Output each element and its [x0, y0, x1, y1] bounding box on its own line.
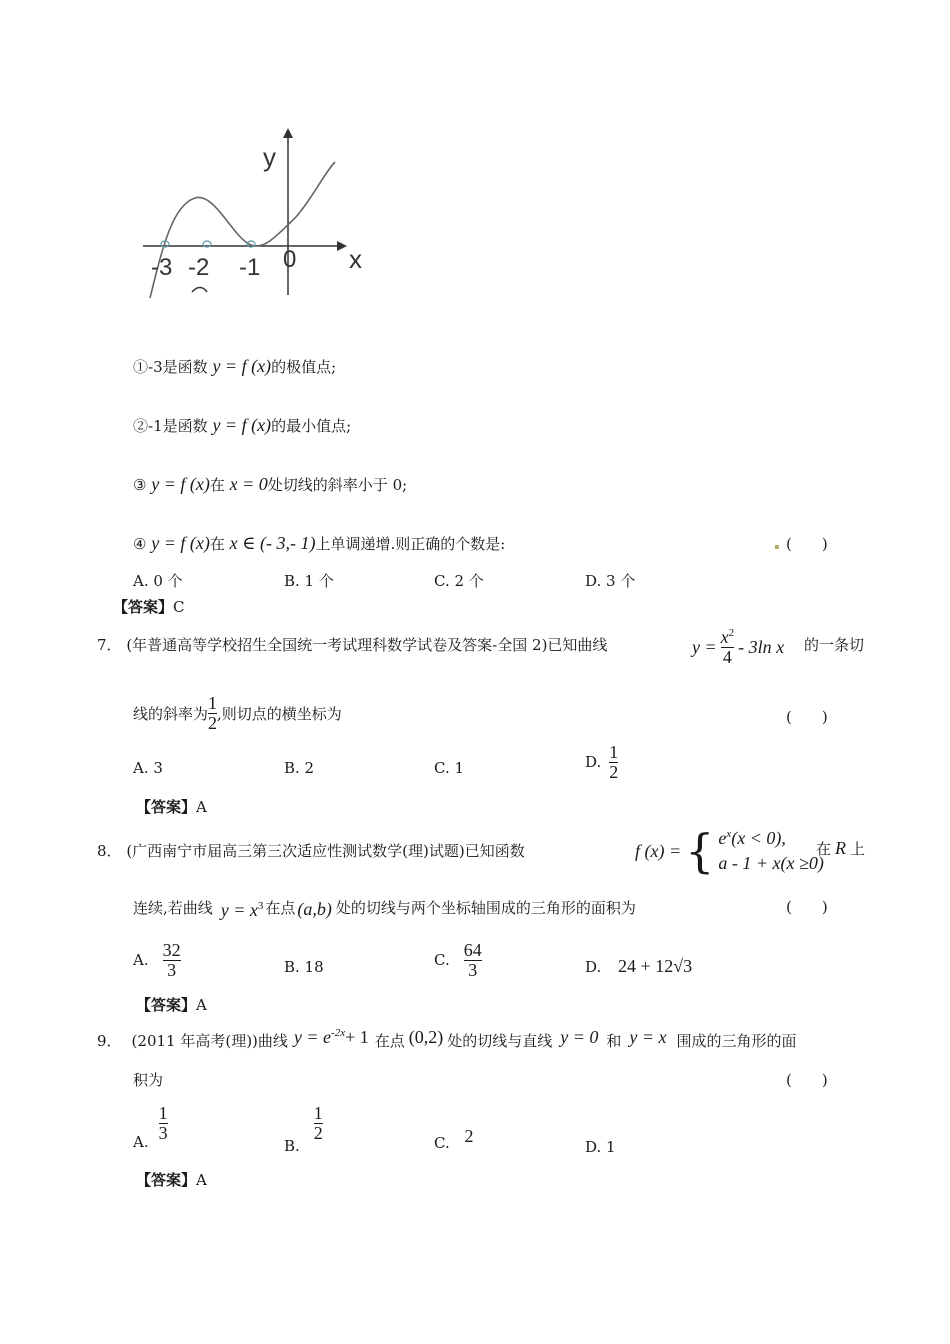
point-expr: (0,2) [408, 1027, 444, 1047]
x-axis-label: x [349, 244, 362, 274]
question-text: 在点 [265, 899, 296, 917]
fraction-numerator: 1 [609, 742, 619, 762]
q7-option-c: C. 1 [434, 759, 465, 777]
superscript: 2 [728, 627, 735, 639]
set-symbol: R [835, 838, 847, 858]
expr-part: e [718, 828, 727, 848]
question-text: 和 [606, 1032, 622, 1050]
y-axis-arrow-icon [283, 128, 293, 138]
option-value: 2 [464, 1126, 474, 1146]
superscript: x [726, 828, 732, 840]
fraction [314, 1104, 323, 1143]
option-label: D. [585, 753, 602, 772]
fraction-denominator: 2 [313, 1122, 323, 1143]
statement-text: 是函数 [162, 358, 208, 376]
statement-text: 的极值点; [271, 358, 337, 376]
statement-text: 在 [209, 535, 225, 553]
answer-label: 【答案】 [113, 598, 174, 616]
fraction [721, 628, 735, 667]
question-text: 线的斜率为 [133, 704, 209, 723]
q9-option-d: D. 1 [585, 1138, 616, 1156]
y-axis-label: y [263, 142, 276, 172]
q9-option-c [434, 1126, 474, 1153]
question-source: (年普通高等学校招生全国统一考试理科数学试卷及答案-全国 2)已知曲线 [126, 636, 608, 654]
fraction-numerator: 1 [208, 693, 218, 713]
function-expr: y = f (x) [151, 533, 210, 553]
q6-answer [113, 596, 185, 617]
q8-option-d [585, 956, 692, 977]
option-value: 24 + 12√3 [618, 956, 693, 976]
option-label: A. [133, 951, 149, 970]
statement-text: 在 [209, 476, 225, 494]
q6-statement-2 [133, 415, 351, 436]
q7-option-a: A. 3 [133, 759, 163, 777]
piecewise-cases [718, 826, 824, 876]
answer-value: C [173, 598, 185, 616]
q6-option-a: A. 0 个 [133, 572, 183, 590]
question-text: 处的切线与两个坐标轴围成的三角形的面积为 [335, 899, 636, 917]
expr-part: f (x) = [635, 840, 682, 861]
q7-answer-paren: ( ) [786, 708, 828, 726]
expr-part: x [720, 627, 729, 647]
expr-part: - 3ln x [738, 636, 785, 657]
expr-part: y = e [293, 1027, 332, 1047]
fraction-numerator: 32 [162, 940, 181, 960]
line-expr: y = 0 [560, 1027, 599, 1047]
circle-number: ③ [133, 476, 147, 494]
function-expr: y = f (x) [212, 356, 272, 376]
q9-stem [97, 1027, 797, 1051]
q8-piecewise-function [635, 824, 824, 879]
q6-option-b: B. 1 个 [284, 572, 334, 590]
superscript: 3 [257, 900, 264, 912]
option-label: A. [133, 1132, 149, 1151]
answer-label: 【答案】 [136, 1171, 197, 1189]
q8-option-b: B. 18 [284, 958, 324, 976]
condition-expr: x ∈ (- 3,- 1) [229, 533, 316, 553]
derivative-graph-figure [135, 120, 375, 305]
question-number: 9． [97, 1032, 122, 1050]
answer-value: A [196, 996, 207, 1014]
point-expr: (a,b) [297, 899, 332, 919]
question-source: (2011 年高考(理))曲线 [131, 1032, 288, 1050]
q8-stem [97, 840, 525, 861]
q8-option-a [133, 941, 181, 980]
q7-answer [136, 796, 207, 817]
statement-text: 上单调递增.则正确的个数是: [315, 535, 506, 553]
brace-icon: { [685, 824, 715, 879]
question-number: 8． [97, 842, 122, 860]
option-label: C. [434, 1134, 450, 1152]
statement-number: -1 [148, 417, 163, 435]
question-text: 上 [850, 840, 866, 858]
tick-label: -2 [188, 254, 210, 281]
statement-text: 的最小值点; [271, 417, 352, 435]
fraction-numerator: 1 [313, 1103, 323, 1123]
fraction [464, 941, 482, 980]
tick-label: 0 [283, 246, 297, 273]
q6-answer-paren: ( ) [786, 535, 828, 553]
question-text: 围成的三角形的面 [676, 1032, 797, 1050]
fraction-numerator [721, 628, 735, 647]
q8-answer [136, 994, 207, 1015]
clipped-glyph [192, 288, 207, 293]
option-label: C. [434, 951, 450, 970]
fraction-denominator: 3 [468, 959, 478, 980]
statement-number: -3 [148, 358, 163, 376]
fraction [609, 743, 618, 782]
x-axis-arrow-icon [337, 241, 347, 251]
q7-option-b: B. 2 [284, 759, 315, 777]
circle-number: ① [133, 358, 149, 376]
q7-curve-expr [692, 628, 784, 667]
curve-expr [221, 900, 264, 921]
fraction [159, 1104, 168, 1143]
fraction-denominator: 2 [208, 712, 218, 733]
expr-part: y = [692, 636, 717, 657]
q7-option-d [585, 743, 618, 782]
q6-statement-3 [133, 474, 407, 495]
q8-option-c [434, 941, 482, 980]
q7-stem-tail: 的一条切 [804, 636, 865, 654]
question-text: 在点 [374, 1032, 405, 1050]
tick-label: -1 [239, 254, 261, 281]
function-expr: y = f (x) [212, 415, 272, 435]
case-2: a - 1 + x(x ≥0) [718, 853, 824, 874]
stray-dot [775, 545, 779, 549]
fraction-denominator: 4 [722, 646, 732, 667]
fraction [163, 941, 181, 980]
fraction [208, 694, 217, 733]
q9-option-a [133, 1104, 168, 1151]
question-source: (广西南宁市届高三第三次适应性测试数学(理)试题)已知函数 [126, 842, 525, 860]
answer-value: A [196, 1171, 207, 1189]
question-text: ,则切点的横坐标为 [217, 704, 342, 723]
question-number: 7． [97, 636, 122, 654]
question-text: 处的切线与直线 [447, 1032, 553, 1050]
circle-number: ② [133, 417, 149, 435]
q9-line-2: 积为 [133, 1071, 164, 1089]
q6-option-c: C. 2 个 [434, 572, 484, 590]
q6-statement-1 [133, 356, 336, 377]
expr-part: y = x [220, 900, 258, 920]
q7-line-2 [133, 694, 342, 733]
option-label: D. [585, 958, 602, 976]
q8-line-2 [133, 894, 636, 921]
q8-answer-paren: ( ) [786, 898, 828, 916]
fraction-numerator: 64 [463, 940, 482, 960]
q9-option-b [284, 1104, 323, 1155]
q6-option-d: D. 3 个 [585, 572, 636, 590]
question-text: 在 [816, 840, 832, 858]
expr-part: (x < 0), [731, 828, 786, 848]
answer-label: 【答案】 [136, 798, 197, 816]
tick-label: -3 [151, 254, 173, 281]
curve-expr [294, 1027, 369, 1048]
superscript: -2x [331, 1027, 346, 1039]
fraction-denominator: 3 [167, 959, 177, 980]
expr-part: + 1 [345, 1027, 369, 1047]
q6-statement-4 [133, 533, 505, 554]
condition-expr: x = 0 [229, 474, 268, 494]
answer-value: A [196, 798, 207, 816]
q9-answer-paren: ( ) [786, 1071, 828, 1089]
q7-stem [97, 634, 607, 655]
q9-answer [136, 1169, 207, 1190]
statement-text: 处切线的斜率小于 0; [267, 476, 408, 494]
line-expr: y = x [629, 1027, 667, 1047]
option-label: B. [284, 1136, 300, 1155]
answer-label: 【答案】 [136, 996, 197, 1014]
question-text: 连续,若曲线 [133, 899, 213, 917]
circle-number: ④ [133, 535, 147, 553]
q8-stem-tail [816, 838, 865, 859]
fraction-denominator: 3 [158, 1122, 168, 1143]
fraction-denominator: 2 [609, 761, 619, 782]
statement-text: 是函数 [162, 417, 208, 435]
function-expr: y = f (x) [151, 474, 210, 494]
fraction-numerator: 1 [158, 1103, 168, 1123]
case-1 [718, 826, 824, 851]
